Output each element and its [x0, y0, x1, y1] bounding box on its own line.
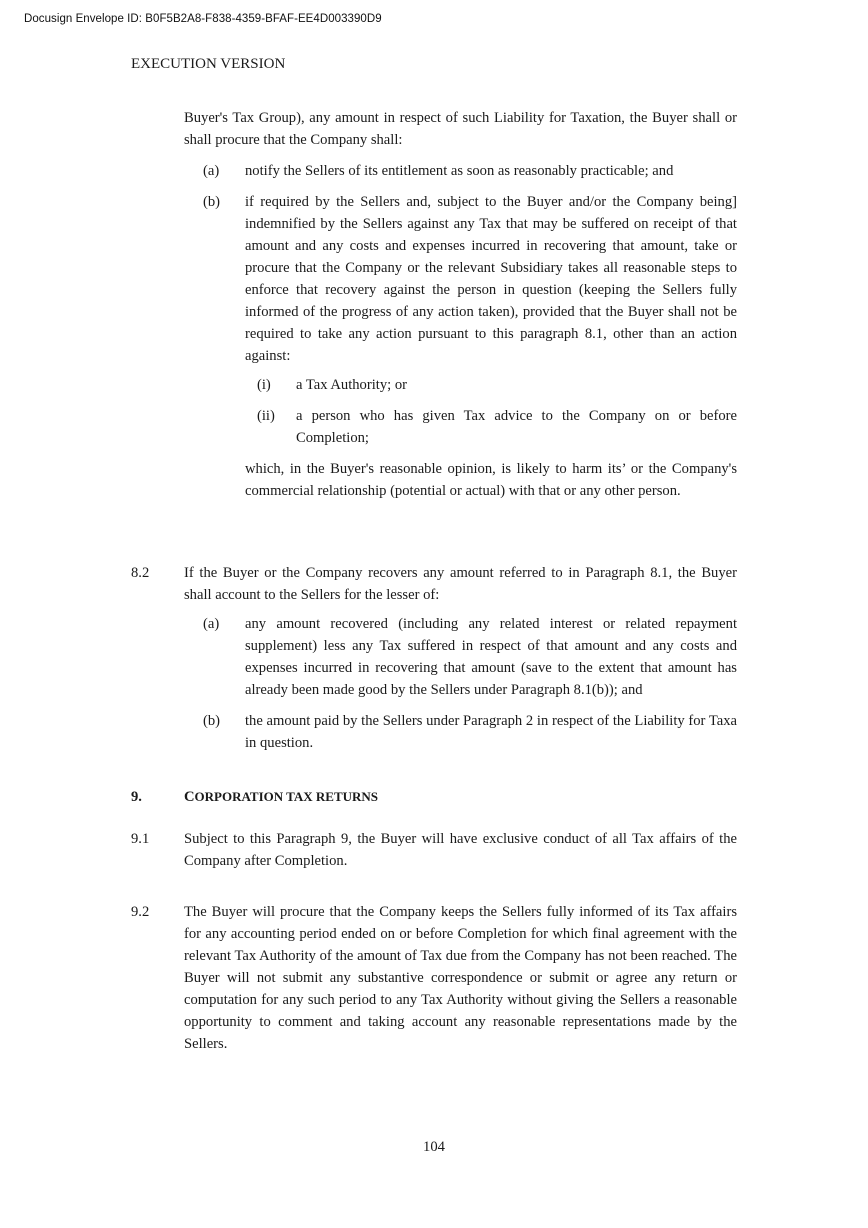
section-9-title	[184, 786, 378, 808]
item-8-2-a: any amount recovered (including any related interest or related repayment supplement) less any Tax suffered in respect of that amount and any costs and expenses incurred in recovering that amount (save to the extent that amount has already been made good by the Sellers under Paragraph 8.1(b)); and	[245, 616, 737, 698]
para-number: 9.2	[131, 904, 150, 920]
page-number: 104	[423, 1139, 445, 1155]
execution-version-header: EXECUTION VERSION	[131, 56, 286, 72]
para-8-1-tail: which, in the Buyer's reasonable opinion, is likely to harm its’ or the Company's commercial relationship (potential or actual) with that or any other person.	[245, 461, 737, 499]
item-label: (a)	[203, 163, 220, 179]
para-9-2: The Buyer will procure that the Company keeps the Sellers fully informed of its Tax affairs for any accounting period ended on or before Completion for which final agreement with the relevant Tax Authority of the amount of Tax due from the Company has not been reached. The Buyer will not submit any substantive correspondence or submit or agree any return or computation for any such period to any Tax Authority without giving the Sellers a reasonable opportunity to comment and taking account any reasonable representations made by the Sellers.	[184, 904, 737, 1052]
title-rest: ORPORATION TAX RETURNS	[194, 789, 379, 804]
item-label: (a)	[203, 616, 220, 632]
para-8-1-intro: Buyer's Tax Group), any amount in respect of such Liability for Taxation, the Buyer shall or shall procure that the Company shall:	[184, 110, 737, 148]
item-8-1-a: notify the Sellers of its entitlement as soon as reasonably practicable; and	[245, 163, 674, 179]
section-number: 9.	[131, 789, 142, 805]
subitem-ii: a person who has given Tax advice to the Company on or before Completion;	[296, 408, 737, 446]
para-number: 9.1	[131, 831, 150, 847]
docusign-envelope-id: Docusign Envelope ID: B0F5B2A8-F838-4359-BFAF-EE4D003390D9	[24, 13, 382, 25]
item-8-1-b: if required by the Sellers and, subject to the Buyer and/or the Company being] indemnified by the Sellers against any Tax that may be suffered on receipt of that amount and any costs and expenses incurred in recovering that amount, take or procure that the Company or the relevant Subsidiary takes all reasonable steps to enforce that recovery against the person in question (keeping the Sellers fully informed of the progress of any action taken), provided that the Buyer shall not be required to take any action pursuant to this paragraph 8.1, other than an action against:	[245, 194, 737, 364]
item-8-2-b: the amount paid by the Sellers under Paragraph 2 in respect of the Liability for Taxa in question.	[245, 713, 737, 751]
title-initial: C	[184, 789, 195, 805]
section-9-number	[131, 786, 142, 808]
para-9-1: Subject to this Paragraph 9, the Buyer will have exclusive conduct of all Tax affairs of the Company after Completion.	[184, 831, 737, 869]
para-8-2-intro: If the Buyer or the Company recovers any amount referred to in Paragraph 8.1, the Buyer shall account to the Sellers for the lesser of:	[184, 565, 737, 603]
subitem-label: (i)	[257, 377, 271, 393]
item-label: (b)	[203, 194, 221, 210]
subitem-i: a Tax Authority; or	[296, 377, 407, 393]
item-label: (b)	[203, 713, 221, 729]
subitem-label: (ii)	[257, 408, 275, 424]
para-number: 8.2	[131, 565, 150, 581]
